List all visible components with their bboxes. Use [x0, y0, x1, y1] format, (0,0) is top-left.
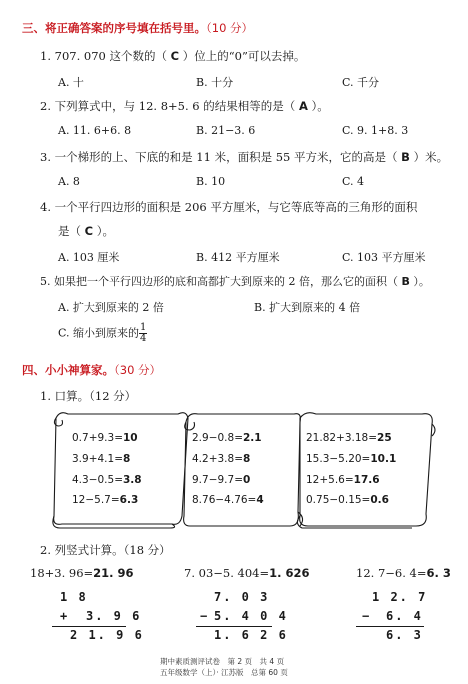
q1-option-a: A. 十 — [58, 76, 84, 89]
oral-calc-label: 1. 口算。（12 分） — [40, 389, 137, 403]
q2-option-a: A. 11. 6+6. 8 — [58, 124, 132, 137]
q1-option-b: B. 十分 — [196, 76, 234, 89]
vertical-problem-2-expr: 7. 03−5. 404=1. 626 — [184, 566, 310, 580]
answer-1: C — [170, 49, 180, 63]
question-4-line2: 是（ C ）。 — [58, 224, 115, 238]
question-2: 2. 下列算式中，与 12. 8+5. 6 的结果相等的是（ A ）。 — [40, 99, 329, 113]
footer-edition-info: 五年级数学（上）· 江苏版 总第 60 页 — [160, 668, 288, 677]
q4-option-c: C. 103 平方厘米 — [342, 251, 426, 264]
section4-title — [22, 362, 161, 378]
answer-3: B — [401, 150, 410, 164]
answer-2: A — [298, 99, 308, 113]
question-1: 1. 707. 070 这个数的（ C ）位上的“0”可以去掉。 — [40, 49, 306, 63]
scroll-2-item: 8.76−4.76=4 — [192, 494, 264, 506]
question-5: 5. 如果把一个平行四边形的底和高都扩大到原来的 2 倍，那么它的面积（ B ）。 — [40, 275, 430, 288]
q3-option-c: C. 4 — [342, 175, 365, 188]
v2-row1: 7. 0 3 — [214, 590, 270, 604]
q2-option-b: B. 21−3. 6 — [196, 124, 256, 137]
scroll-2-outline — [184, 414, 303, 526]
v2-line — [196, 626, 272, 627]
v1-op: + — [60, 609, 70, 623]
scroll-1-item: 4.3−0.5=3.8 — [72, 474, 142, 486]
v3-row2: 6. 4 — [386, 609, 423, 623]
fraction-one-quarter: $\frac{1}{4}$ — [140, 322, 147, 344]
scroll-3-item: 15.3−5.20=10.1 — [306, 453, 397, 465]
scroll-1-item: 0.7+9.3=10 — [72, 432, 138, 444]
scroll-2-item: 9.7−9.7=0 — [192, 474, 251, 486]
v2-result: 1. 6 2 6 — [214, 628, 288, 642]
scroll-2-item: 4.2+3.8=8 — [192, 453, 251, 465]
q5-option-a: A. 扩大到原来的 2 倍 — [58, 301, 164, 314]
q1-option-c: C. 千分 — [342, 76, 380, 89]
section3-title — [22, 20, 253, 36]
scroll-2-item: 2.9−0.8=2.1 — [192, 432, 262, 444]
vertical-calc-label: 2. 列竖式计算。（18 分） — [40, 543, 171, 557]
scroll-1-item: 3.9+4.1=8 — [72, 453, 131, 465]
v3-result: 6. 3 — [386, 628, 423, 642]
v3-line — [356, 626, 424, 627]
q4-option-b: B. 412 平方厘米 — [196, 251, 280, 264]
section4-title-text: 四、小小神算家。 — [22, 363, 114, 377]
section4-points: （30 分） — [114, 363, 162, 377]
v3-row1: 1 2. 7 — [372, 590, 428, 604]
question-3: 3. 一个梯形的上、下底的和是 11 米，面积是 55 平方米，它的高是（ B ）米。 — [40, 150, 449, 164]
vertical-problem-3-expr: 12. 7−6. 4=6. 3 — [356, 566, 451, 580]
q4-option-a: A. 103 厘米 — [58, 251, 120, 264]
v2-op: − — [200, 609, 210, 623]
v3-op: − — [362, 609, 372, 623]
q3-option-a: A. 8 — [58, 175, 80, 188]
footer-page-info: 期中素质测评试卷 第 2 页 共 4 页 — [160, 657, 285, 666]
v1-row1: 1 8 — [60, 590, 88, 604]
q2-option-c: C. 9. 1+8. 3 — [342, 124, 409, 137]
v1-line — [52, 626, 126, 627]
scroll-3-item: 21.82+3.18=25 — [306, 432, 392, 444]
scroll-frames — [50, 408, 440, 534]
q3-option-b: B. 10 — [196, 175, 226, 188]
answer-5: B — [401, 275, 410, 288]
scroll-3-outline — [297, 413, 435, 528]
vertical-problem-1-expr: 18+3. 96=21. 96 — [30, 566, 134, 580]
v2-row2: 5. 4 0 4 — [214, 609, 288, 623]
v1-result: 2 1. 9 6 — [70, 628, 144, 642]
question-4-line1: 4. 一个平行四边形的面积是 206 平方厘米，与它等底等高的三角形的面积 — [40, 200, 418, 214]
scroll-3-item: 12+5.6=17.6 — [306, 474, 380, 486]
v1-row2: 3. 9 6 — [86, 609, 142, 623]
scroll-1-item: 12−5.7=6.3 — [72, 494, 139, 506]
section3-title-text: 三、将正确答案的序号填在括号里。 — [22, 21, 206, 35]
scroll-3-item: 0.75−0.15=0.6 — [306, 494, 389, 506]
scroll-1-outline — [53, 413, 188, 528]
q5-option-b: B. 扩大到原来的 4 倍 — [254, 301, 361, 314]
section3-points: （10 分） — [206, 21, 254, 35]
q5-option-c: C. 缩小到原来的 $\frac{1}{4}$ — [58, 322, 147, 344]
answer-4: C — [84, 224, 94, 238]
